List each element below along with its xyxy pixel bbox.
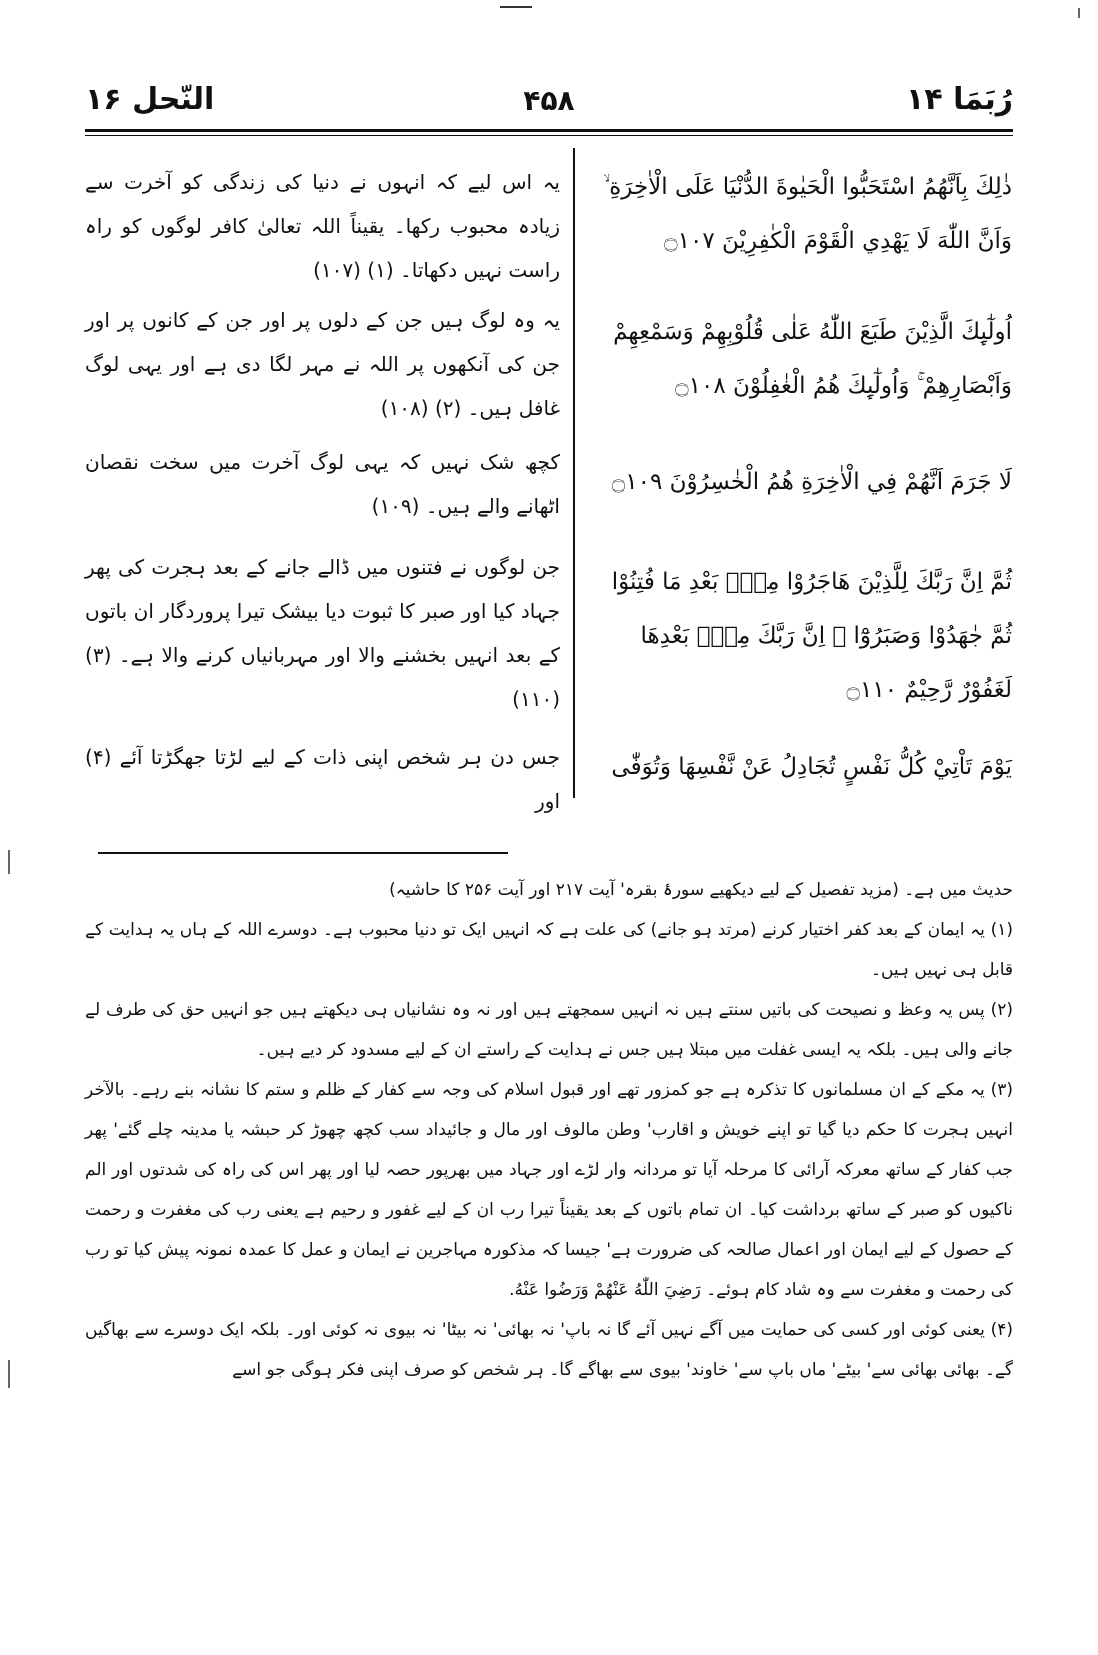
verse-110: ثُمَّ اِنَّ رَبَّكَ لِلَّذِيْنَ هَاجَرُوْا مِنْۢ بَعْدِ مَا فُتِنُوْا ثُمَّ جٰهَدُوْا وَصَبَرُوْٓا ۙ اِنَّ رَبَّكَ مِنْۢ بَعْدِهَا لَغَفُوْرٌ رَّحِيْمٌ ۝۱۱۰ bbox=[611, 569, 1012, 703]
verse-111: يَوْمَ تَاْتِيْ كُلُّ نَفْسٍ تُجَادِلُ عَنْ نَّفْسِهَا وَتُوَفّٰى bbox=[611, 754, 1012, 780]
arabic-column bbox=[592, 150, 1012, 810]
edge-tick bbox=[8, 1360, 10, 1388]
top-mark bbox=[500, 6, 532, 8]
edge-tick bbox=[1078, 8, 1080, 18]
translation-column bbox=[85, 150, 560, 813]
juz-label: رُبَمَا ۱۴ bbox=[906, 82, 1013, 117]
footnote-4: (۴) یعنی کوئی اور کسی کی حمایت میں آگے نہیں آئے گا نہ باپ' نہ بھائی' نہ بیٹا' نہ بیوی نہ کوئی اور۔ بلکہ ایک دوسرے سے بھاگیں گے۔ بھائی بھائی سے' بیٹے' ماں باپ سے' خاوند' بیوی سے بھاگے گا۔ ہر شخص کو صرف اپنی فکر ہوگی جو اسے bbox=[85, 1320, 1013, 1380]
header-rule-thin bbox=[85, 135, 1013, 136]
footnotes bbox=[85, 870, 1013, 1390]
verse-109: لَا جَرَمَ اَنَّهُمْ فِي الْاٰخِرَةِ هُمُ الْخٰسِرُوْنَ ۝۱۰۹ bbox=[611, 469, 1012, 495]
page-number: ۴۵۸ bbox=[523, 84, 575, 117]
page-header bbox=[85, 60, 1013, 130]
footnote-continuation: حدیث میں ہے۔ (مزید تفصیل کے لیے دیکھیے سورۂ بقرہ' آیت ۲۱۷ اور آیت ۲۵۶ کا حاشیہ) bbox=[389, 880, 1013, 900]
footnote-separator bbox=[98, 852, 508, 854]
translation-110: جن لوگوں نے فتنوں میں ڈالے جانے کے بعد ہجرت کی پھر جہاد کیا اور صبر کا ثبوت دیا بیشک تیرا پروردگار ان باتوں کے بعد انہیں بخشنے والا اور مہربانیاں کرنے والا ہے۔ (۳) (۱۱۰) bbox=[85, 555, 560, 711]
translation-109: کچھ شک نہیں کہ یہی لوگ آخرت میں سخت نقصان اٹھانے والے ہیں۔ (۱۰۹) bbox=[85, 450, 560, 518]
footnote-1: (۱) یہ ایمان کے بعد کفر اختیار کرنے (مرتد ہو جانے) کی علت ہے کہ انہیں ایک تو دنیا محبوب ہے۔ دوسرے اللہ کے ہاں یہ ہدایت کے قابل ہی نہیں ہیں۔ bbox=[85, 920, 1013, 980]
translation-111: جس دن ہر شخص اپنی ذات کے لیے لڑتا جھگڑتا آئے (۴) اور bbox=[85, 745, 560, 813]
footnote-2: (۲) پس یہ وعظ و نصیحت کی باتیں سنتے ہیں نہ انہیں سمجھتے ہیں اور نہ وہ نشانیاں ہی دیکھتے ہیں جو انہیں حق کی طرف لے جانے والی ہیں۔ بلکہ یہ ایسی غفلت میں مبتلا ہیں جس نے ہدایت کے راستے ان کے لیے مسدود کر دیے ہیں۔ bbox=[85, 1000, 1013, 1060]
translation-107: یہ اس لیے کہ انہوں نے دنیا کی زندگی کو آخرت سے زیادہ محبوب رکھا۔ یقیناً اللہ تعالیٰ کافر لوگوں کو راہ راست نہیں دکھاتا۔ (۱) (۱۰۷) bbox=[85, 170, 560, 282]
column-separator bbox=[573, 148, 575, 798]
verse-107: ذٰلِكَ بِاَنَّهُمُ اسْتَحَبُّوا الْحَيٰوةَ الدُّنْيَا عَلَى الْاٰخِرَةِ ۙ وَاَنَّ اللّٰهَ لَا يَهْدِي الْقَوْمَ الْكٰفِرِيْنَ ۝۱۰۷ bbox=[603, 174, 1012, 254]
verse-108: اُولٰٓىِٕكَ الَّذِيْنَ طَبَعَ اللّٰهُ عَلٰى قُلُوْبِهِمْ وَسَمْعِهِمْ وَاَبْصَارِهِمْ ۚ وَاُولٰٓىِٕكَ هُمُ الْغٰفِلُوْنَ ۝۱۰۸ bbox=[613, 319, 1012, 399]
translation-108: یہ وہ لوگ ہیں جن کے دلوں پر اور جن کے کانوں پر اور جن کی آنکھوں پر اللہ نے مہر لگا دی ہے اور یہی لوگ غافل ہیں۔ (۲) (۱۰۸) bbox=[85, 308, 560, 420]
footnote-3: (۳) یہ مکے کے ان مسلمانوں کا تذکرہ ہے جو کمزور تھے اور قبول اسلام کی وجہ سے کفار کے ظلم و ستم کا نشانہ بنے رہے۔ بالآخر انہیں ہجرت کا حکم دیا گیا تو اپنے خویش و اقارب' وطن مالوف اور مال و جائیداد سب کچھ چھوڑ کر حبشہ یا مدینہ چلے گئے' پھر جب کفار کے ساتھ معرکہ آرائی کا مرحلہ آیا تو مردانہ وار لڑے اور جہاد میں بھرپور حصہ لیا اور پھر اس کی راہ کی شدتوں اور الم ناکیوں کو صبر کے ساتھ برداشت کیا۔ ان تمام باتوں کے بعد یقیناً تیرا رب ان کے لیے غفور و رحیم ہے یعنی رب کی مغفرت و رحمت کے حصول کے لیے ایمان اور اعمال صالحہ کی ضرورت ہے' جیسا کہ مذکورہ مہاجرین نے ایمان و عمل کا عمدہ نمونہ پیش کیا تو رب کی رحمت و مغفرت سے وہ شاد کام ہوئے۔ رَضِيَ اللّٰهُ عَنْهُمْ وَرَضُوا عَنْهُ. bbox=[85, 1080, 1013, 1300]
header-rule bbox=[85, 129, 1013, 132]
edge-tick bbox=[8, 850, 10, 874]
surah-label: النّحل ۱۶ bbox=[85, 82, 215, 117]
